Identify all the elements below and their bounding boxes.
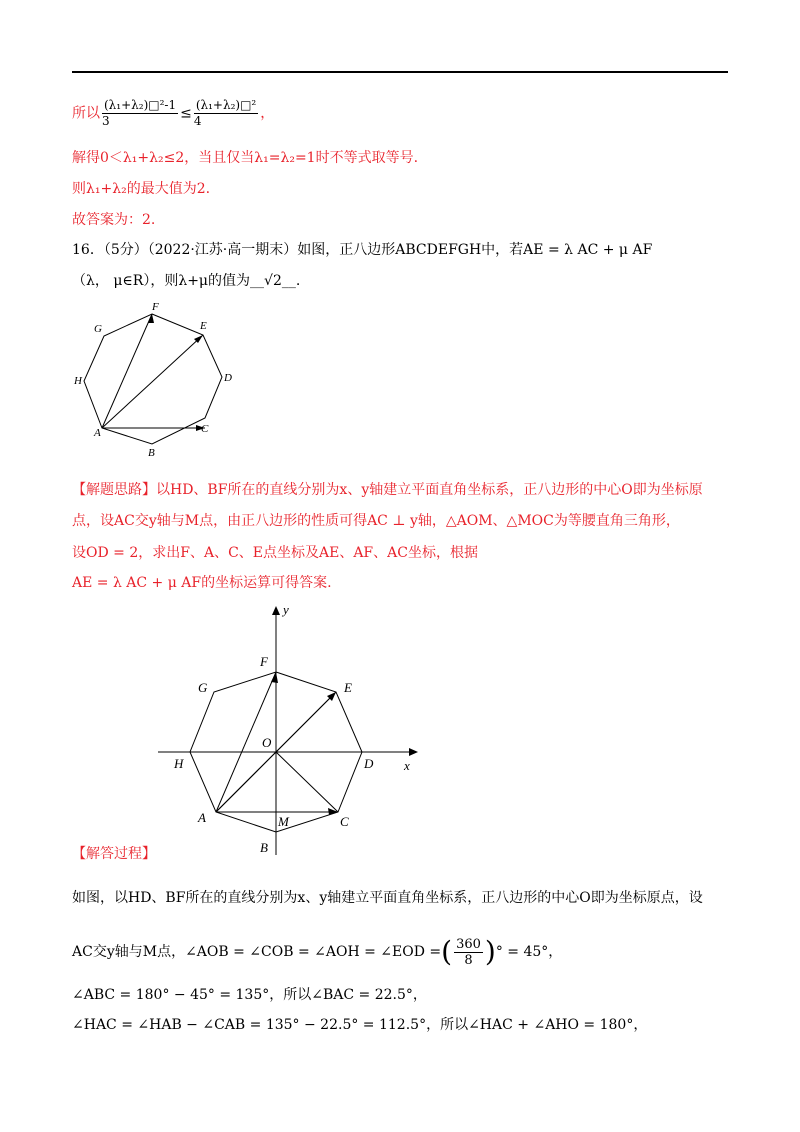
fig1-label-c: C <box>201 423 209 435</box>
fig1-label-b: B <box>148 447 155 459</box>
segment-oc <box>276 752 338 812</box>
max-line: 则λ₁+λ₂的最大值为2. <box>72 181 211 197</box>
segment-oe <box>276 692 336 752</box>
solution-line-2 <box>72 934 562 970</box>
fig1-label-d: D <box>224 372 232 384</box>
fraction-left-numerator: (λ₁+λ₂)□²-1 <box>104 98 177 112</box>
fraction-right-denominator: 4 <box>193 114 202 128</box>
fig1-label-e: E <box>200 320 207 332</box>
fig2-label-c: C <box>340 814 349 829</box>
octagon-figure-2 <box>150 600 430 862</box>
analysis-line-3: 设OD = 2，求出F、A、C、E点坐标及AE、AF、AC坐标，根据 <box>72 545 478 561</box>
fig2-label-f: F <box>260 654 268 669</box>
fig2-label-y: y <box>283 602 289 617</box>
solution-line-1: 如图，以HD、BF所在的直线分别为x、y轴建立平面直角坐标系，正八边形的中心O即为坐标原点，设 <box>72 890 703 906</box>
solution-title: 【解答过程】 <box>72 846 156 862</box>
solution-line-2-text: AC交y轴与M点，∠AOB = ∠COB = ∠AOH = ∠EOD = <box>72 944 442 960</box>
paren-left: ( <box>441 935 453 968</box>
text-tail: ， <box>260 105 275 122</box>
fig2-label-d: D <box>364 756 374 771</box>
analysis-line-2: 点，设AC交y轴与M点，由正八边形的性质可得AC ⊥ y轴，△AOM、△MOC为等腰直角三角形， <box>72 513 680 529</box>
fig2-label-b: B <box>260 840 268 855</box>
vector-ae <box>102 335 203 428</box>
header-rule <box>72 71 728 73</box>
paren-right: ) <box>484 935 496 968</box>
fig2-label-a: A <box>198 810 206 825</box>
analysis-title: 【解题思路】 <box>72 482 156 498</box>
fig2-label-g: G <box>198 680 208 695</box>
fraction-left-denominator: 3 <box>102 114 110 128</box>
solution-line-4: ∠HAC = ∠HAB − ∠CAB = 135° − 22.5° = 112.5°，所以∠HAC + ∠AHO = 180°， <box>72 1017 648 1033</box>
fig2-label-e: E <box>344 680 352 695</box>
fraction-right <box>194 98 258 129</box>
fig2-label-o: O <box>262 735 272 750</box>
fig2-label-x: x <box>404 758 410 773</box>
fig2-label-m: M <box>278 814 289 829</box>
arrowhead-y <box>272 606 280 615</box>
analysis-text-1: 以HD、BF所在的直线分别为x、y轴建立平面直角坐标系，正八边形的中心O即为坐标原 <box>156 482 703 498</box>
arrowhead-x <box>409 748 418 756</box>
angle-fraction-denominator: 8 <box>464 952 473 968</box>
octagon-figure-1 <box>70 298 240 460</box>
solution-line-3: ∠ABC = 180° − 45° = 135°，所以∠BAC = 22.5°， <box>72 987 427 1003</box>
le-sign: ≤ <box>180 105 192 122</box>
vector-af <box>102 314 152 428</box>
analysis-line-1 <box>72 481 703 499</box>
solve-line: 解得0＜λ₁+λ₂≤2，当且仅当λ₁=λ₂=1时不等式取等号. <box>72 150 419 166</box>
fig2-label-h: H <box>174 756 184 771</box>
segment-oa <box>216 752 276 812</box>
fraction-left <box>102 98 178 129</box>
inequality-line <box>72 98 274 129</box>
question-16-line-a: 16．（5分）（2022·江苏·高一期末）如图，正八边形ABCDEFGH中，若AE = λ AC + μ AF <box>72 242 653 258</box>
analysis-line-4: AE = λ AC + μ AF的坐标运算可得答案. <box>72 575 332 591</box>
angle-fraction-numerator: 360 <box>456 936 481 952</box>
solution-line-2-tail: ° = 45°， <box>495 944 563 960</box>
angle-fraction <box>454 937 483 968</box>
question-16-line-b: （λ， μ∈R），则λ+μ的值为__√2__. <box>72 273 301 289</box>
text-prefix: 所以 <box>72 105 100 122</box>
fraction-right-numerator: (λ₁+λ₂)□² <box>195 98 257 112</box>
fig1-label-f: F <box>152 301 159 313</box>
fig1-label-a: A <box>94 427 101 439</box>
fig1-label-h: H <box>74 375 82 387</box>
fig1-label-g: G <box>94 323 102 335</box>
answer-line: 故答案为：2. <box>72 212 156 228</box>
